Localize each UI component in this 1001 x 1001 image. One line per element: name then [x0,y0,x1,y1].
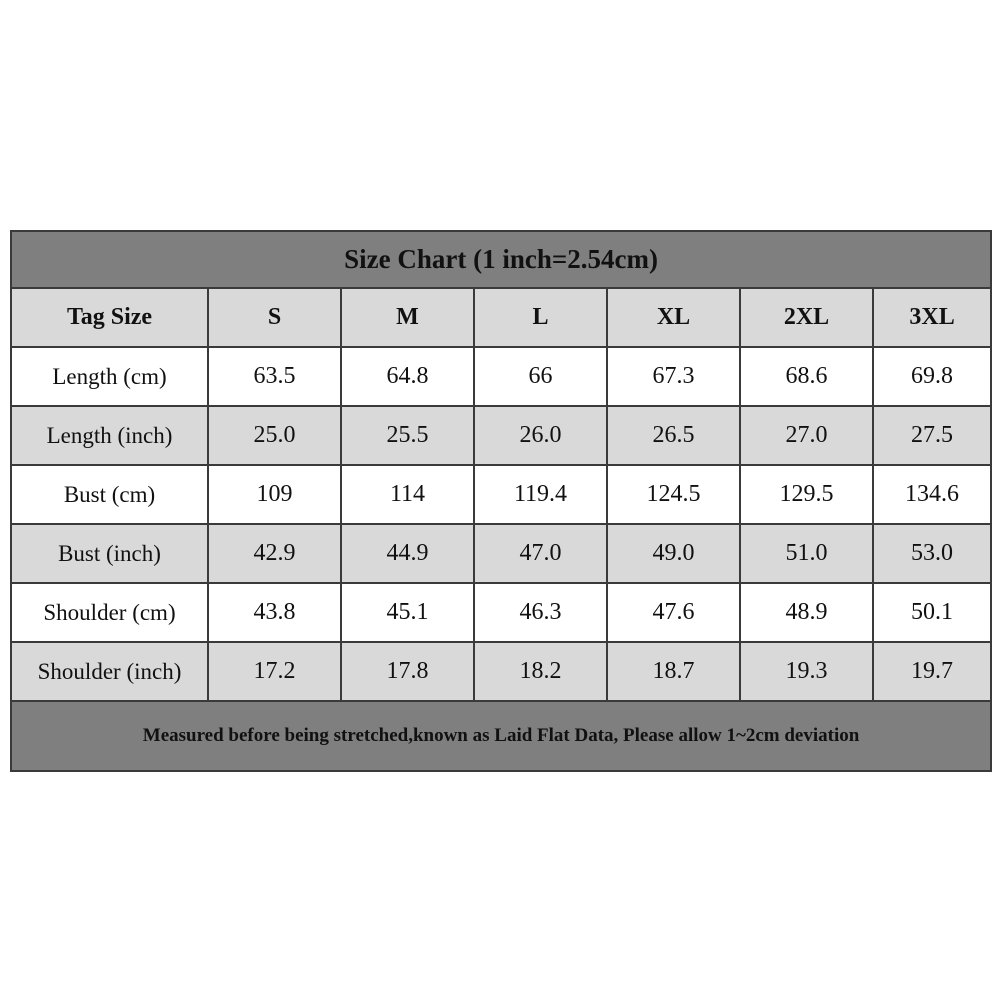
table-row [11,642,991,701]
table-title: Size Chart (1 inch=2.54cm) [11,231,991,288]
measurement-cell: 42.9 [208,524,341,583]
size-header: 3XL [873,288,991,347]
measurement-cell: 49.0 [607,524,740,583]
measurement-cell: 64.8 [341,347,474,406]
title-row [11,231,991,288]
measurement-cell: 63.5 [208,347,341,406]
measurement-cell: 119.4 [474,465,607,524]
measurement-cell: 25.5 [341,406,474,465]
measurement-cell: 17.8 [341,642,474,701]
table-row [11,524,991,583]
size-header: 2XL [740,288,873,347]
measurement-cell: 134.6 [873,465,991,524]
measurement-cell: 68.6 [740,347,873,406]
measurement-cell: 66 [474,347,607,406]
size-header: L [474,288,607,347]
measurement-cell: 19.7 [873,642,991,701]
measurement-cell: 50.1 [873,583,991,642]
measurement-cell: 53.0 [873,524,991,583]
measurement-cell: 67.3 [607,347,740,406]
size-header: XL [607,288,740,347]
measurement-cell: 17.2 [208,642,341,701]
row-label: Bust (inch) [11,524,208,583]
size-header: S [208,288,341,347]
table-row [11,406,991,465]
measurement-cell: 18.7 [607,642,740,701]
measurement-cell: 47.6 [607,583,740,642]
measurement-cell: 45.1 [341,583,474,642]
measurement-cell: 51.0 [740,524,873,583]
deviation-note: Measured before being stretched,known as Laid Flat Data, Please allow 1~2cm deviation [11,701,991,771]
measurement-cell: 27.5 [873,406,991,465]
row-label: Length (cm) [11,347,208,406]
measurement-cell: 48.9 [740,583,873,642]
row-label: Shoulder (inch) [11,642,208,701]
measurement-cell: 18.2 [474,642,607,701]
measurement-cell: 19.3 [740,642,873,701]
table-row [11,583,991,642]
table-row [11,465,991,524]
measurement-cell: 47.0 [474,524,607,583]
measurement-cell: 69.8 [873,347,991,406]
measurement-cell: 27.0 [740,406,873,465]
header-row [11,288,991,347]
measurement-cell: 114 [341,465,474,524]
measurement-cell: 129.5 [740,465,873,524]
measurement-cell: 43.8 [208,583,341,642]
measurement-cell: 109 [208,465,341,524]
row-label: Bust (cm) [11,465,208,524]
measurement-cell: 26.0 [474,406,607,465]
size-chart-table [10,230,992,772]
size-header: M [341,288,474,347]
row-label: Length (inch) [11,406,208,465]
footer-row [11,701,991,771]
tag-size-header: Tag Size [11,288,208,347]
measurement-cell: 26.5 [607,406,740,465]
table-row [11,347,991,406]
measurement-cell: 44.9 [341,524,474,583]
measurement-cell: 124.5 [607,465,740,524]
measurement-cell: 46.3 [474,583,607,642]
row-label: Shoulder (cm) [11,583,208,642]
measurement-cell: 25.0 [208,406,341,465]
